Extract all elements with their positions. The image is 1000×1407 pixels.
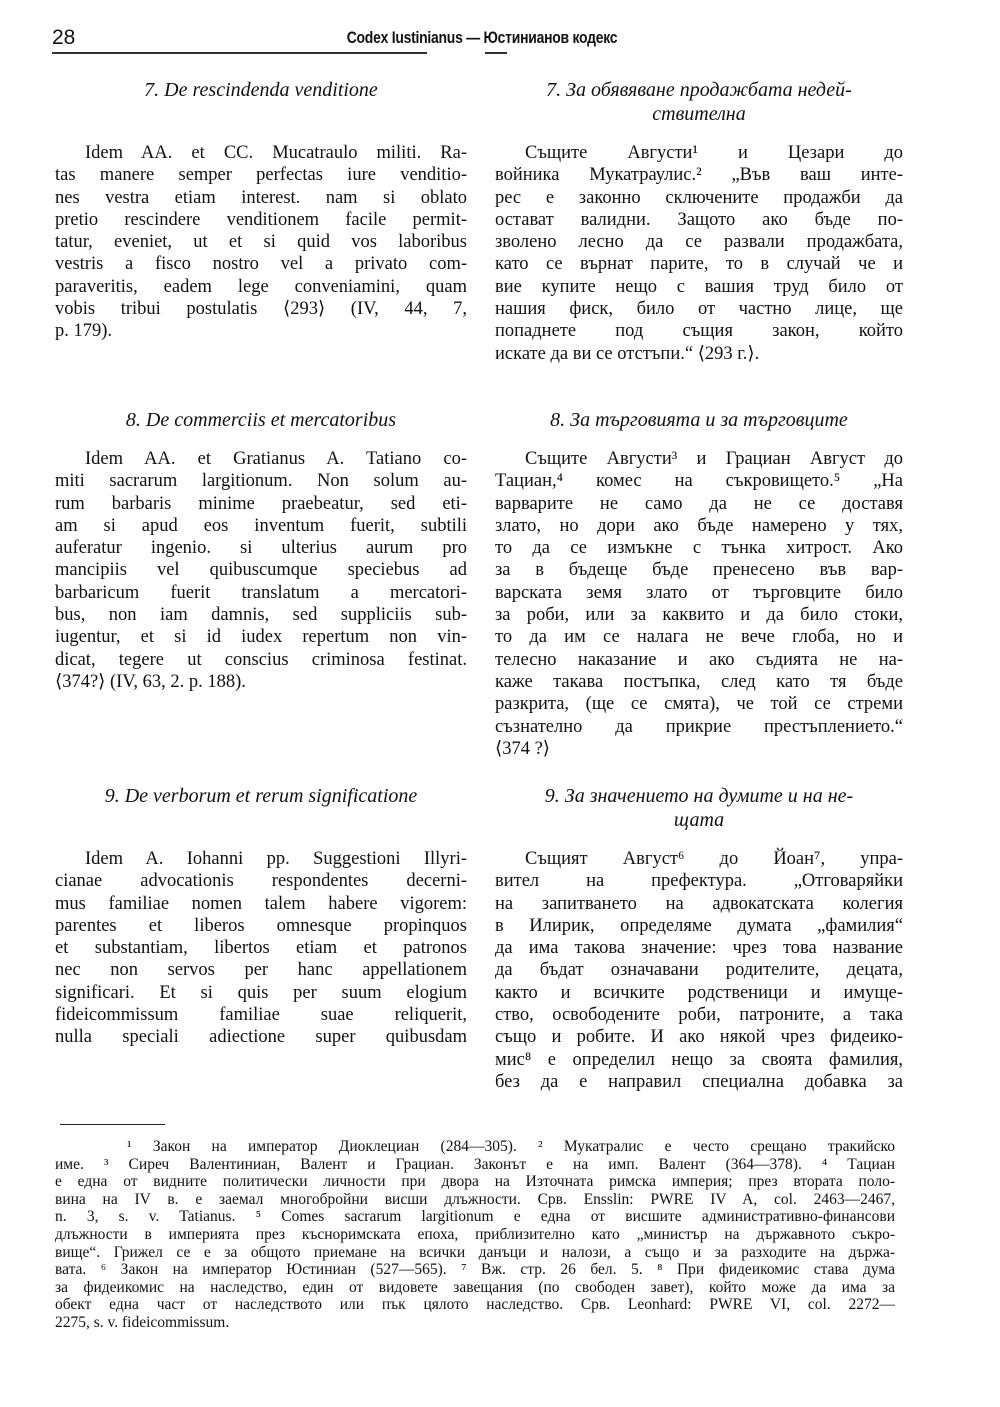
header-rule: [52, 52, 427, 54]
text-line: в Илирик, определяме думата „фамилия“: [495, 915, 903, 936]
text-line: варската земя злато от търговците било: [495, 582, 903, 603]
section-heading: 8. De commerciis et mercatoribus: [125, 409, 397, 431]
text-line: Тациан,⁴ комес на съкровището.⁵ „На: [495, 471, 903, 492]
footnote-line: n. 3, s. v. Tatianus. ⁵ Comes sacrarum largitionum е една от висшите административно-финансови: [55, 1208, 895, 1226]
section-7-bulgarian-text: [495, 142, 903, 365]
footnote-line: за фидеикомис на наследство, един от видовете завещания (по свободен завет), който може да има за: [55, 1278, 895, 1296]
footnote-line: 2275, s. v. fideicommissum.: [55, 1313, 230, 1331]
footnote-line: вище“. Грижел се е за общото приемане на всички данъци и налози, а също и за разходите на държа-: [55, 1243, 895, 1261]
footnote-line: вина на IV в. е заемал многобройни висши длъжности. Срв. Ensslin: PWRE IV A, col. 2463—2467,: [55, 1190, 895, 1208]
text-line: Idem AA. et Gratianus A. Tatiano co-: [85, 449, 467, 469]
text-line: Същите Августи¹ и Цезари до: [525, 143, 903, 163]
text-line: също и робите. И ако някой чрез фидеико-: [495, 1027, 903, 1048]
header-rule-short: [485, 52, 507, 54]
text-line: злато, но дори ако бъде намерено у тях,: [495, 515, 903, 536]
text-line: войника Мукатраулис.² „Във ваш инте-: [495, 165, 903, 186]
text-line: iugentur, et si id iudex repertum non vin-: [55, 627, 467, 648]
text-line: mancipiis vel quibuscumque speciebus ad: [55, 560, 467, 581]
text-line: нашия фиск, било от частно лице, ще: [495, 299, 903, 320]
text-line: остават валидни. Защото ако бъде по-: [495, 209, 903, 230]
text-line: nec non servos per hanc appellationem: [55, 960, 467, 981]
text-line: за роби, или за каквито и да било стоки,: [495, 605, 903, 626]
text-line: rum barbaris minime praebeatur, sed eti-: [55, 493, 467, 514]
page-number: 28: [52, 26, 76, 49]
heading-line: 7. За обявяване продажбата недей-: [546, 79, 852, 101]
text-line: попаднете под същия закон, който: [495, 321, 903, 342]
text-line: ство, освободените роби, патроните, а така: [495, 1005, 903, 1026]
text-line: Idem A. Iohanni pp. Suggestioni Illyri-: [85, 849, 467, 869]
text-line: bus, non iam damnis, sed suppliciis sub-: [55, 605, 467, 626]
text-line: каже такава постъпка, след като тя бъде: [495, 671, 903, 692]
text-line: et substantiam, libertos etiam et patronos: [55, 938, 467, 959]
text-line: am si apud eos inventum fuerit, subtili: [55, 515, 467, 536]
text-line: като се върнат парите, то в случай че и: [495, 254, 903, 275]
text-line: tas manere semper perfectas iure venditio-: [55, 165, 467, 186]
text-line: мис⁸ е определил нещо за своята фамилия,: [495, 1049, 903, 1070]
section-9-latin: [55, 784, 467, 808]
paragraph: [55, 848, 467, 1049]
section-heading: 9. De verborum et rerum significatione: [104, 785, 418, 807]
text-line: fideicommissum familiae suae reliquerit,: [55, 1005, 467, 1026]
text-line: вител на префектура. „Отговаряйки: [495, 871, 903, 892]
text-line: p. 179).: [55, 321, 113, 342]
paragraph: [495, 142, 903, 365]
footnote-line: име. ³ Сиреч Валентиниан, Валент и Грациан. Законът е на имп. Валент (364—378). ⁴ Тациан: [55, 1155, 895, 1173]
text-line: miti sacrarum largitionum. Non solum au-: [55, 471, 467, 492]
section-7-latin-text: [55, 142, 467, 343]
text-line: nulla speciali adiectione super quibusdam: [55, 1027, 467, 1048]
footnote-line: длъжности в империята през къснoримската епоха, приблизително като „министър на държавното съкро-: [55, 1225, 895, 1243]
page-header: [52, 20, 912, 54]
text-line: cianae advocationis respondentes decerni-: [55, 871, 467, 892]
heading-line: ствителна: [652, 103, 746, 125]
section-heading: 8. За търговията и за търговците: [550, 409, 848, 431]
footnote-rule: [60, 1124, 165, 1125]
section-7-latin: [55, 78, 467, 102]
text-line: да има такова значение: чрез това название: [495, 938, 903, 959]
text-line: dicat, tegere ut conscius criminosa festinat.: [55, 649, 467, 670]
section-heading: 7. De rescindenda venditione: [144, 79, 378, 101]
footnote-line: ¹ Закон на император Диоклециан (284—305). ² Мукатралис е често срещано тракийско: [127, 1138, 895, 1155]
text-line: tatur, eveniet, ut et si quid vos laboribus: [55, 232, 467, 253]
text-line: vestris a fisco nostro vel a privato com-: [55, 254, 467, 275]
text-line: ⟨374 ?⟩: [495, 738, 551, 759]
text-line: рес е законно сключените продажби да: [495, 187, 903, 208]
footnote-line: обект една част от наследството или пък цялото наследство. Срв. Leonhard: PWRE VI, col. 2272—: [55, 1296, 895, 1314]
heading-line: 9. За значението на думите и на не-: [544, 785, 854, 807]
text-line: pretio rescindere venditionem facile permit-: [55, 209, 467, 230]
text-line: ⟨374?⟩ (IV, 63, 2. p. 188).: [55, 671, 246, 692]
text-line: без да е направил специална добавка за: [495, 1071, 903, 1092]
text-line: варварите не само да не се доставя: [495, 493, 903, 514]
text-line: то да се измъкне с тънка хитрост. Ако: [495, 538, 903, 559]
text-line: за в бъдеще бъде пренесено във вар-: [495, 560, 903, 581]
text-line: auferatur ingenio. si ulterius aurum pro: [55, 538, 467, 559]
section-8-latin-text: [55, 448, 467, 693]
text-line: вие купите нещо с вашия труд било от: [495, 276, 903, 297]
text-line: зволено лесно да се развали продажбата,: [495, 232, 903, 253]
section-8-bulgarian-text: [495, 448, 903, 760]
paragraph: [55, 142, 467, 343]
heading-line: щата: [673, 809, 725, 831]
section-7-bulgarian: [495, 78, 903, 126]
section-heading: [495, 784, 903, 832]
text-line: paraveritis, eadem lege conveniamini, quam: [55, 276, 467, 297]
footnotes: [55, 1138, 895, 1332]
section-8-latin: [55, 408, 467, 432]
text-line: съзнателно да прикрие престъплението.“: [495, 716, 903, 737]
paragraph: [495, 448, 903, 760]
text-line: то да им се налага не вече глоба, но и: [495, 627, 903, 648]
text-line: vobis tribui postulatis ⟨293⟩ (IV, 44, 7,: [55, 299, 467, 320]
section-8-bulgarian: [495, 408, 903, 432]
text-line: Същите Августи³ и Грациан Август до: [525, 449, 903, 469]
paragraph: [55, 448, 467, 693]
text-line: Idem AA. et CC. Mucatraulo militi. Ra-: [85, 143, 467, 163]
text-line: significari. Et si quis per suum elogium: [55, 982, 467, 1003]
text-line: да бъдат означавани родителите, децата,: [495, 960, 903, 981]
section-9-bulgarian-text: [495, 848, 903, 1093]
text-line: както и всичките родственици и имуще-: [495, 982, 903, 1003]
paragraph: [495, 848, 903, 1093]
section-heading: [495, 78, 903, 126]
running-title: Codex Iustinianus — Юстинианов кодекс: [346, 28, 618, 47]
text-line: nes vestra etiam interest. nam si oblato: [55, 187, 467, 208]
section-9-bulgarian: [495, 784, 903, 832]
footnote-line: е една от видните политически личности при двора на Източната римска империя; през втората поло-: [55, 1173, 895, 1191]
text-line: Същият Август⁶ до Йоан⁷, упра-: [525, 849, 903, 869]
text-line: barbaricum fuerit translatum a mercatori-: [55, 582, 467, 603]
text-line: искате да ви се отстъпи.“ ⟨293 г.⟩.: [495, 343, 760, 364]
text-line: разкрита, (ще се смята), че той се стреми: [495, 694, 903, 715]
footnote-line: вата. ⁶ Закон на император Юстиниан (527—565). ⁷ Вж. стр. 26 бел. 5. ⁸ При фидеикомис става дума: [55, 1261, 895, 1279]
text-line: mus familiae nomen talem habere vigorem:: [55, 893, 467, 914]
text-line: телесно наказание и ако съдията не на-: [495, 649, 903, 670]
section-9-latin-text: [55, 848, 467, 1049]
text-line: parentes et liberos omnesque propinquos: [55, 915, 467, 936]
text-line: на запитването на адвокатската колегия: [495, 893, 903, 914]
